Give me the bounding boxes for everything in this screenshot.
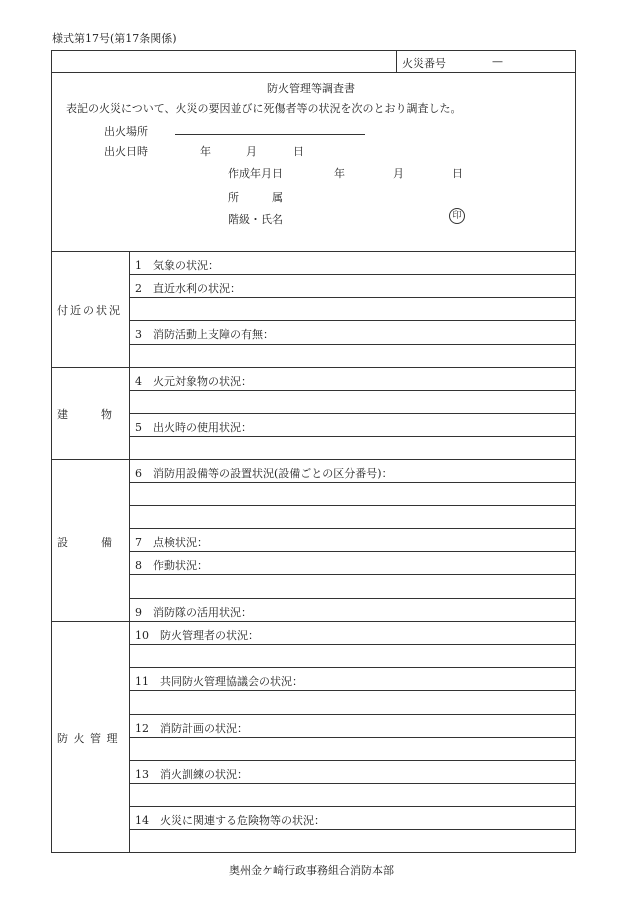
section-fire-mgmt: 防 火 管 理 xyxy=(57,732,119,745)
item-hazardous: 14 火災に関連する危険物等の状況： xyxy=(135,814,325,827)
seal-mark: 印 xyxy=(449,208,465,224)
place-label: 出火場所 xyxy=(104,125,148,138)
item-brigade-use: 9 消防隊の活用状況： xyxy=(135,606,252,619)
datetime-label: 出火日時 xyxy=(104,145,148,158)
section-nearby: 付近の状況 xyxy=(57,304,122,317)
created-year: 年 xyxy=(334,167,345,180)
item-weather: 1 気象の状況： xyxy=(135,259,219,272)
item-equipment-install: 6 消防用設備等の設置状況(設備ごとの区分番号)： xyxy=(135,467,393,480)
datetime-day: 日 xyxy=(293,145,304,158)
fire-number-value: — xyxy=(492,55,503,68)
item-usage: 5 出火時の使用状況： xyxy=(135,421,252,434)
datetime-month: 月 xyxy=(246,145,257,158)
footer-org: 奥州金ケ崎行政事務組合消防本部 xyxy=(229,864,394,877)
item-drill: 13 消火訓練の状況： xyxy=(135,768,248,781)
place-field[interactable] xyxy=(175,134,365,135)
affiliation-label: 所 属 xyxy=(228,191,283,204)
item-obstacle: 3 消防活動上支障の有無： xyxy=(135,328,274,341)
section-equipment: 設 備 xyxy=(57,536,112,549)
created-day: 日 xyxy=(452,167,463,180)
item-operation: 8 作動状況： xyxy=(135,559,208,572)
created-label: 作成年月日 xyxy=(228,167,283,180)
form-title: 防火管理等調査書 xyxy=(267,82,355,95)
fire-number-label: 火災番号 xyxy=(402,57,446,70)
item-joint-council: 11 共同防火管理協議会の状況： xyxy=(135,675,303,688)
item-inspection: 7 点検状況： xyxy=(135,536,208,549)
item-fire-manager: 10 防火管理者の状況： xyxy=(135,629,259,642)
form-code: 様式第17号(第17条関係) xyxy=(52,32,177,45)
item-water: 2 直近水利の状況： xyxy=(135,282,241,295)
item-origin-object: 4 火元対象物の状況： xyxy=(135,375,252,388)
datetime-year: 年 xyxy=(200,145,211,158)
section-building: 建 物 xyxy=(57,408,112,421)
created-month: 月 xyxy=(393,167,404,180)
item-fire-plan: 12 消防計画の状況： xyxy=(135,722,248,735)
rank-name-label: 階級・氏名 xyxy=(228,213,283,226)
intro-text: 表記の火災について、火災の要因並びに死傷者等の状況を次のとおり調査した。 xyxy=(66,102,462,115)
